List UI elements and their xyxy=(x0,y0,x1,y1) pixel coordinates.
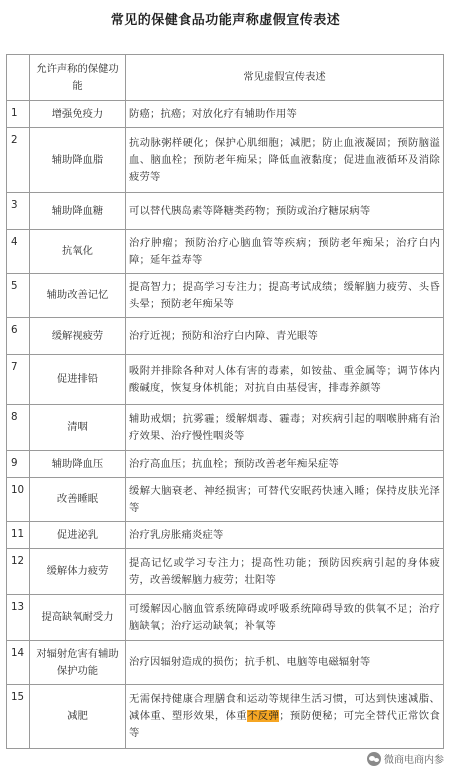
row-function: 辅助改善记忆 xyxy=(30,274,126,318)
row-description: 治疗高血压；抗血栓；预防改善老年痴呆症等 xyxy=(126,451,444,478)
table-row xyxy=(7,595,444,641)
row-description: 治疗肿瘤；预防治疗心脑血管等疾病；预防老年痴呆；治疗白内障；延年益寿等 xyxy=(126,230,444,274)
row-number: 15 xyxy=(7,685,30,749)
table-row xyxy=(7,318,444,355)
table-row xyxy=(7,685,444,749)
row-function: 减肥 xyxy=(30,685,126,749)
row-description: 治疗乳房胀痛炎症等 xyxy=(126,522,444,549)
row-description: 提高记忆或学习专注力；提高性功能；预防因疾病引起的身体疲劳，改善缓解脑力疲劳；壮阳等 xyxy=(126,549,444,595)
description-text-before: 无需保持健康合理膳食和运动等规律生活习惯，可达到快速减脂、减体重、塑形效果，体重 xyxy=(129,693,440,722)
table-row xyxy=(7,230,444,274)
row-function: 提高缺氧耐受力 xyxy=(30,595,126,641)
row-function: 增强免疫力 xyxy=(30,101,126,128)
claims-table xyxy=(6,54,444,749)
row-function: 辅助降血糖 xyxy=(30,193,126,230)
row-function: 促进排铅 xyxy=(30,355,126,405)
row-number: 4 xyxy=(7,230,30,274)
row-description: 提高智力；提高学习专注力；提高考试成绩；缓解脑力疲劳、头昏头晕；预防老年痴呆等 xyxy=(126,274,444,318)
row-description: 辅助戒烟；抗雾霾；缓解烟毒、霾毒；对疾病引起的咽喉肿痛有治疗效果、治疗慢性咽炎等 xyxy=(126,405,444,451)
document-title: 常见的保健食品功能声称虚假宣传表述 xyxy=(110,13,341,28)
header-description: 常见虚假宣传表述 xyxy=(126,55,444,101)
row-function: 缓解视疲劳 xyxy=(30,318,126,355)
row-description: 缓解大脑衰老、神经损害；可替代安眠药快速入睡；保持皮肤光泽等 xyxy=(126,478,444,522)
table-row xyxy=(7,128,444,193)
watermark-text: 微商电商内参 xyxy=(384,755,444,766)
table-row xyxy=(7,549,444,595)
watermark xyxy=(364,750,447,767)
row-function: 改善睡眠 xyxy=(30,478,126,522)
header-function: 允许声称的保健功能 xyxy=(30,55,126,101)
table-row xyxy=(7,405,444,451)
row-number: 14 xyxy=(7,641,30,685)
row-number: 7 xyxy=(7,355,30,405)
highlighted-text: 不反弹 xyxy=(247,710,280,722)
table-row xyxy=(7,522,444,549)
wechat-icon xyxy=(367,752,381,766)
table-row xyxy=(7,274,444,318)
row-number: 5 xyxy=(7,274,30,318)
row-function: 对辐射危害有辅助保护功能 xyxy=(30,641,126,685)
header-number xyxy=(7,55,30,101)
row-description: 治疗因辐射造成的损伤；抗手机、电脑等电磁辐射等 xyxy=(126,641,444,685)
row-description: 可缓解因心脑血管系统障碍或呼吸系统障碍导致的供氧不足；治疗脑缺氧；治疗运动缺氧；补氧等 xyxy=(126,595,444,641)
description-text-after: ；预防便秘；可完全替代正常饮食等 xyxy=(129,710,441,739)
row-function: 辅助降血压 xyxy=(30,451,126,478)
table-header-row xyxy=(7,55,444,101)
row-description: 吸附并排除各种对人体有害的毒素，如铵盐、重金属等；调节体内酸碱度，恢复身体机能；对抗自由基侵害，排毒养颜等 xyxy=(126,355,444,405)
row-number: 3 xyxy=(7,193,30,230)
table-row xyxy=(7,478,444,522)
row-number: 1 xyxy=(7,101,30,128)
row-description: 抗动脉粥样硬化；保护心肌细胞；减肥；防止血液凝固；预防脑溢血、脑血栓；预防老年痴呆；降低血液黏度；促进血液循环及消除疲劳等 xyxy=(126,128,444,193)
row-number: 8 xyxy=(7,405,30,451)
row-number: 6 xyxy=(7,318,30,355)
row-function: 辅助降血脂 xyxy=(30,128,126,193)
row-description: 防癌；抗癌；对放化疗有辅助作用等 xyxy=(126,101,444,128)
row-description xyxy=(126,685,444,749)
row-function: 清咽 xyxy=(30,405,126,451)
table-row xyxy=(7,451,444,478)
row-number: 13 xyxy=(7,595,30,641)
row-description: 治疗近视；预防和治疗白内障、青光眼等 xyxy=(126,318,444,355)
row-function: 促进泌乳 xyxy=(30,522,126,549)
row-number: 12 xyxy=(7,549,30,595)
row-number: 10 xyxy=(7,478,30,522)
row-function: 缓解体力疲劳 xyxy=(30,549,126,595)
table-row xyxy=(7,641,444,685)
row-number: 11 xyxy=(7,522,30,549)
row-number: 9 xyxy=(7,451,30,478)
table-row xyxy=(7,101,444,128)
row-function: 抗氧化 xyxy=(30,230,126,274)
table-row xyxy=(7,355,444,405)
row-number: 2 xyxy=(7,128,30,193)
row-description: 可以替代胰岛素等降糖类药物；预防或治疗糖尿病等 xyxy=(126,193,444,230)
table-row xyxy=(7,193,444,230)
